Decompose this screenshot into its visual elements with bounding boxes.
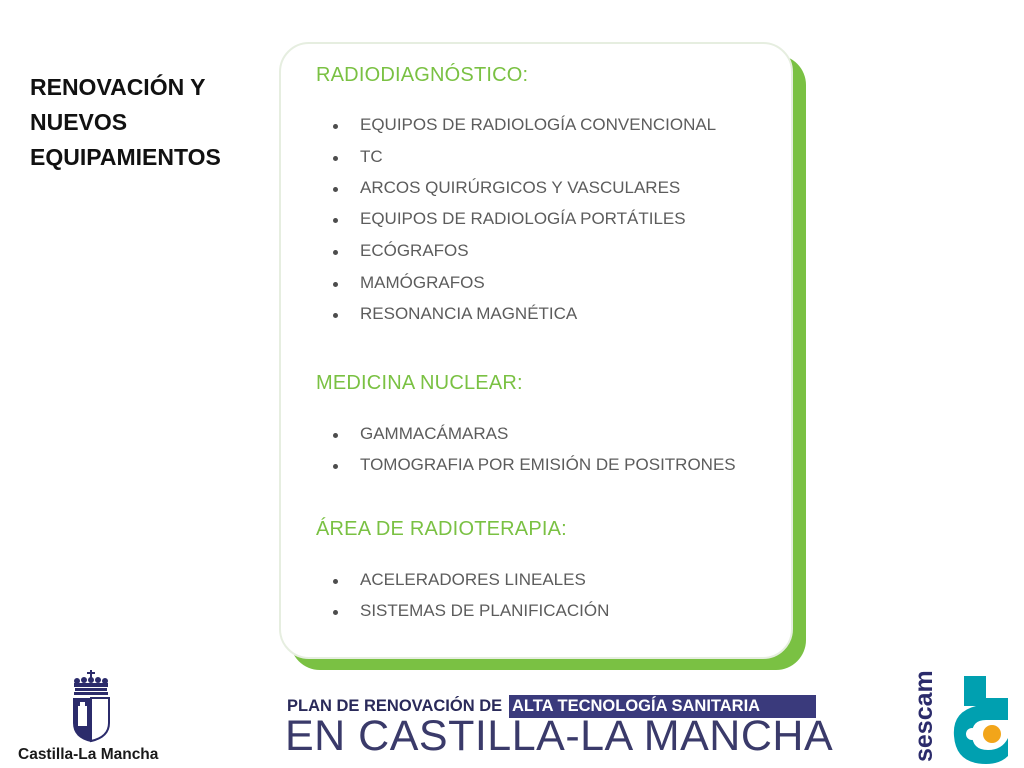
castilla-la-mancha-label: Castilla-La Mancha xyxy=(18,746,159,763)
bullet-icon xyxy=(333,433,338,438)
bullet-icon xyxy=(333,610,338,615)
section-title-medicina-nuclear: MEDICINA NUCLEAR: xyxy=(316,372,523,394)
sescam-wordmark xyxy=(908,668,938,766)
bullet-icon xyxy=(333,156,338,161)
bullet-icon xyxy=(333,124,338,129)
bullet-icon xyxy=(333,313,338,318)
bullet-icon xyxy=(333,464,338,469)
bullet-icon xyxy=(333,579,338,584)
plan-region: EN CASTILLA-LA MANCHA xyxy=(285,712,834,760)
bullet-icon xyxy=(333,187,338,192)
slide-title-line-3: EQUIPAMIENTOS xyxy=(30,144,221,170)
bullet-icon xyxy=(333,218,338,223)
sescam-logo xyxy=(908,668,1018,768)
castilla-la-mancha-logo xyxy=(18,668,168,768)
plan-prefix: PLAN DE RENOVACIÓN DE xyxy=(287,697,503,715)
bullet-icon xyxy=(333,250,338,255)
plan-highlight-text: ALTA TECNOLOGÍA SANITARIA xyxy=(512,697,761,715)
slide-title xyxy=(30,70,260,175)
slide-title-line-1: RENOVACIÓN Y xyxy=(30,74,206,100)
equipment-card: RADIODIAGNÓSTICO: EQUIPOS DE RADIOLOGÍA CONVENCIONAL TC ARCOS QUIRÚRGICOS Y VASCULARES EQUIPOS DE RADIOLOGÍA PORTÁTILES ECÓGRAFOS MAMÓGRAFOS RESONANCIA MAGNÉTICA MEDICINA NUCLEAR: GAMMACÁMARAS TOMOGRAFIA POR EMISIÓN DE POSITRONES ÁREA DE RADIOTERAPIA: ACELERADORES LINEALES SISTEMAS DE PLANIFICACIÓN xyxy=(279,42,793,659)
section-title-radiodiagnostico: RADIODIAGNÓSTICO: xyxy=(316,64,529,86)
bullet-icon xyxy=(333,282,338,287)
slide-title-line-2: NUEVOS xyxy=(30,109,128,135)
svg-text:sescam: sescam xyxy=(910,670,938,762)
crown-shield-icon xyxy=(18,668,168,746)
section-title-radioterapia: ÁREA DE RADIOTERAPIA: xyxy=(316,518,567,540)
sescam-cross-icon xyxy=(942,668,1022,768)
